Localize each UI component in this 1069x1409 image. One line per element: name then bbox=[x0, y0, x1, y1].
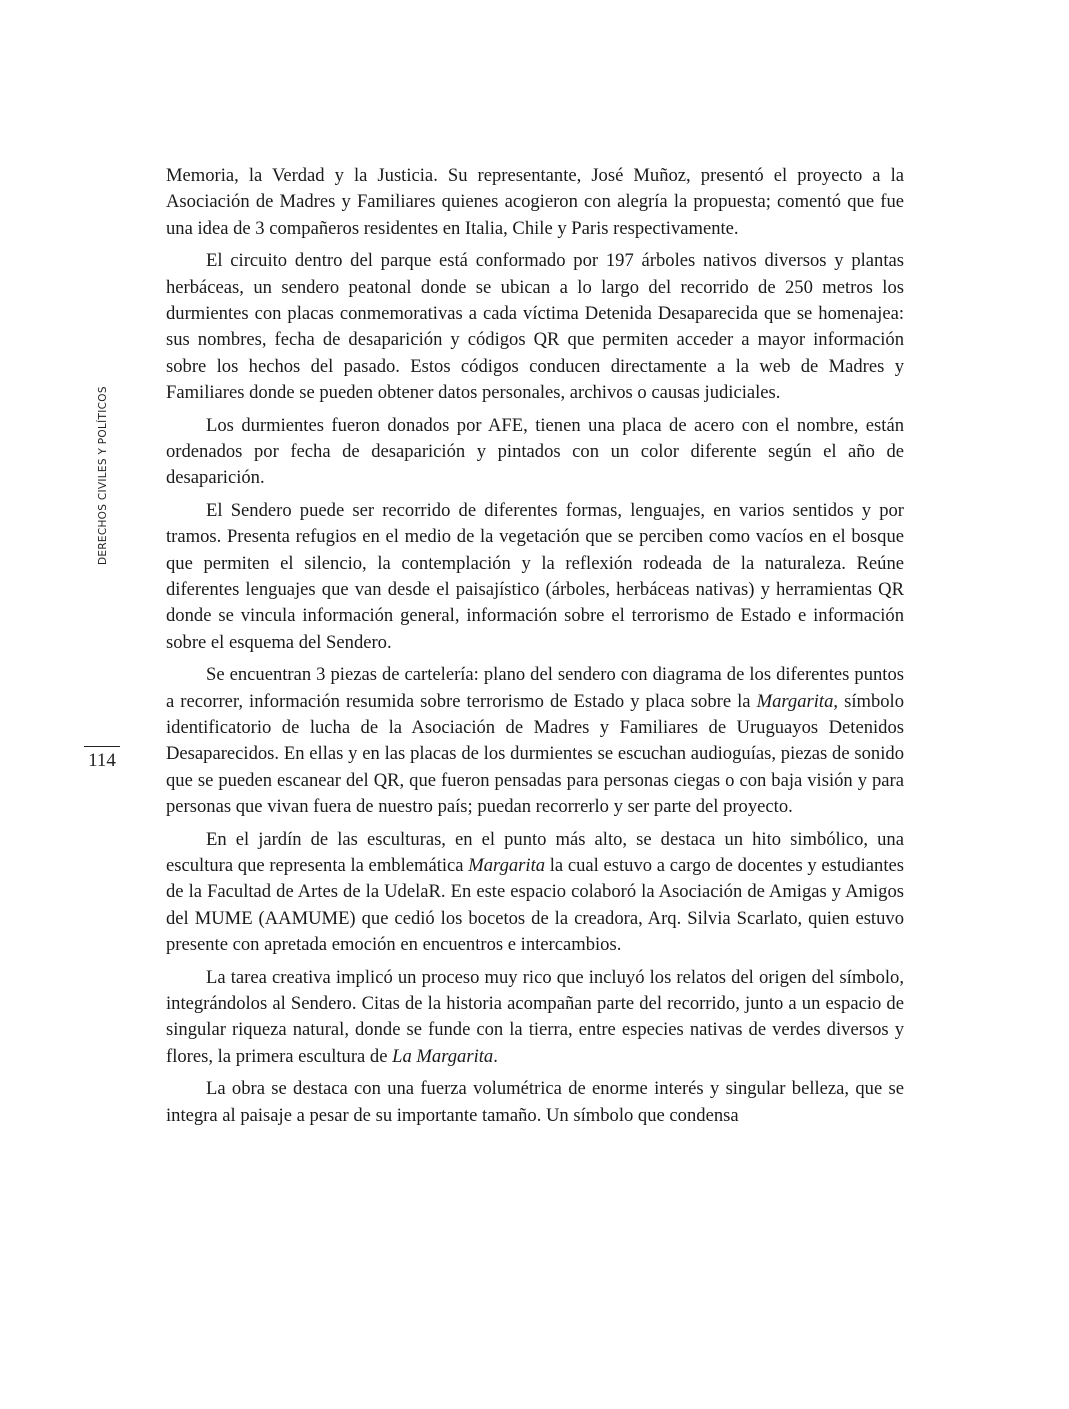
page-number: 114 bbox=[84, 746, 120, 772]
italic-term: Margarita bbox=[468, 854, 546, 876]
text-run: La tarea creativa implicó un proceso muy rico que incluyó los relatos del origen del símbolo, integrándolos al Sendero. Citas de la historia acompañan parte del recorrido, junto a un espacio de singular riqueza natural, donde se funde con la tierra, entre especies nativas de verdes diversos y flores, la primera escultura de bbox=[166, 966, 904, 1067]
paragraph bbox=[166, 965, 904, 1070]
text-run: El circuito dentro del parque está conformado por 197 árboles nativos diversos y plantas herbáceas, un sendero peatonal donde se ubican a lo largo del recorrido de 250 metros los durmientes con placas conmemorativas a cada víctima Detenida Desaparecida que se homenajea: sus nombres, fecha de desaparición y códigos QR que permiten acceder a mayor información sobre los hechos del pasado. Estos códigos conducen directamente a la web de Madres y Familiares donde se pueden obtener datos personales, archivos o causas judiciales. bbox=[166, 250, 904, 403]
paragraph bbox=[166, 827, 904, 958]
text-run: , símbolo identificatorio de lucha de la Asociación de Madres y Familiares de Uruguayos Detenidos Desaparecidos. En ellas y en las placas de los durmientes se escuchan audioguías, piezas de sonido que se pueden escanear del QR, que fueron pensadas para personas ciegas o con baja visión y para personas que vivan fuera de nuestro país; puedan recorrerlo y ser parte del proyecto. bbox=[166, 690, 905, 817]
italic-term: Margarita bbox=[756, 690, 834, 712]
text-run: la cual estuvo a cargo de docentes y estudiantes de la Facultad de Artes de la UdelaR. En este espacio colaboró la Asociación de Amigas y Amigos del MUME (AAMUME) que cedió los bocetos de la creadora, Arq. Silvia Scarlato, quien estuvo presente con apretada emoción en encuentros e intercambios. bbox=[166, 854, 904, 955]
paragraph bbox=[166, 662, 904, 820]
text-run: Se encuentran 3 piezas de cartelería: plano del sendero con diagrama de los diferentes puntos a recorrer, información resumida sobre terrorismo de Estado y placa sobre la bbox=[166, 664, 904, 712]
running-title: DERECHOS CIVILES Y POLÍTICOS bbox=[97, 386, 109, 565]
text-run: En el jardín de las esculturas, en el punto más alto, se destaca un hito simbólico, una escultura que representa la emblemática bbox=[166, 828, 904, 876]
paragraph bbox=[166, 248, 904, 406]
paragraph bbox=[166, 1076, 904, 1129]
paragraph bbox=[166, 413, 904, 492]
text-run: Memoria, la Verdad y la Justicia. Su representante, José Muñoz, presentó el proyecto a la Asociación de Madres y Familiares quienes acogieron con alegría la propuesta; comentó que fue una idea de 3 compañeros residentes en Italia, Chile y Paris respectivamente. bbox=[166, 165, 904, 239]
text-run: La obra se destaca con una fuerza volumétrica de enorme interés y singular belleza, que se integra al paisaje a pesar de su importante tamaño. Un símbolo que condensa bbox=[166, 1078, 904, 1126]
text-run: . bbox=[493, 1045, 498, 1067]
text-run: Los durmientes fueron donados por AFE, tienen una placa de acero con el nombre, están ordenados por fecha de desaparición y pintados con un color diferente según el año de desaparición. bbox=[166, 414, 904, 489]
paragraph bbox=[166, 163, 904, 242]
paragraph bbox=[166, 498, 904, 656]
text-run: El Sendero puede ser recorrido de diferentes formas, lenguajes, en varios sentidos y por tramos. Presenta refugios en el medio de la vegetación que se perciben como vacíos en el bosque que permiten el silencio, la contemplación y la reflexión rodeada de la naturaleza. Reúne diferentes lenguajes que van desde el paisajístico (árboles, herbáceas nativas) y herramientas QR donde se vincula información general, información sobre el terrorismo de Estado e información sobre el esquema del Sendero. bbox=[166, 500, 904, 653]
body-text bbox=[166, 163, 904, 1135]
italic-term: La Margarita bbox=[392, 1045, 494, 1067]
